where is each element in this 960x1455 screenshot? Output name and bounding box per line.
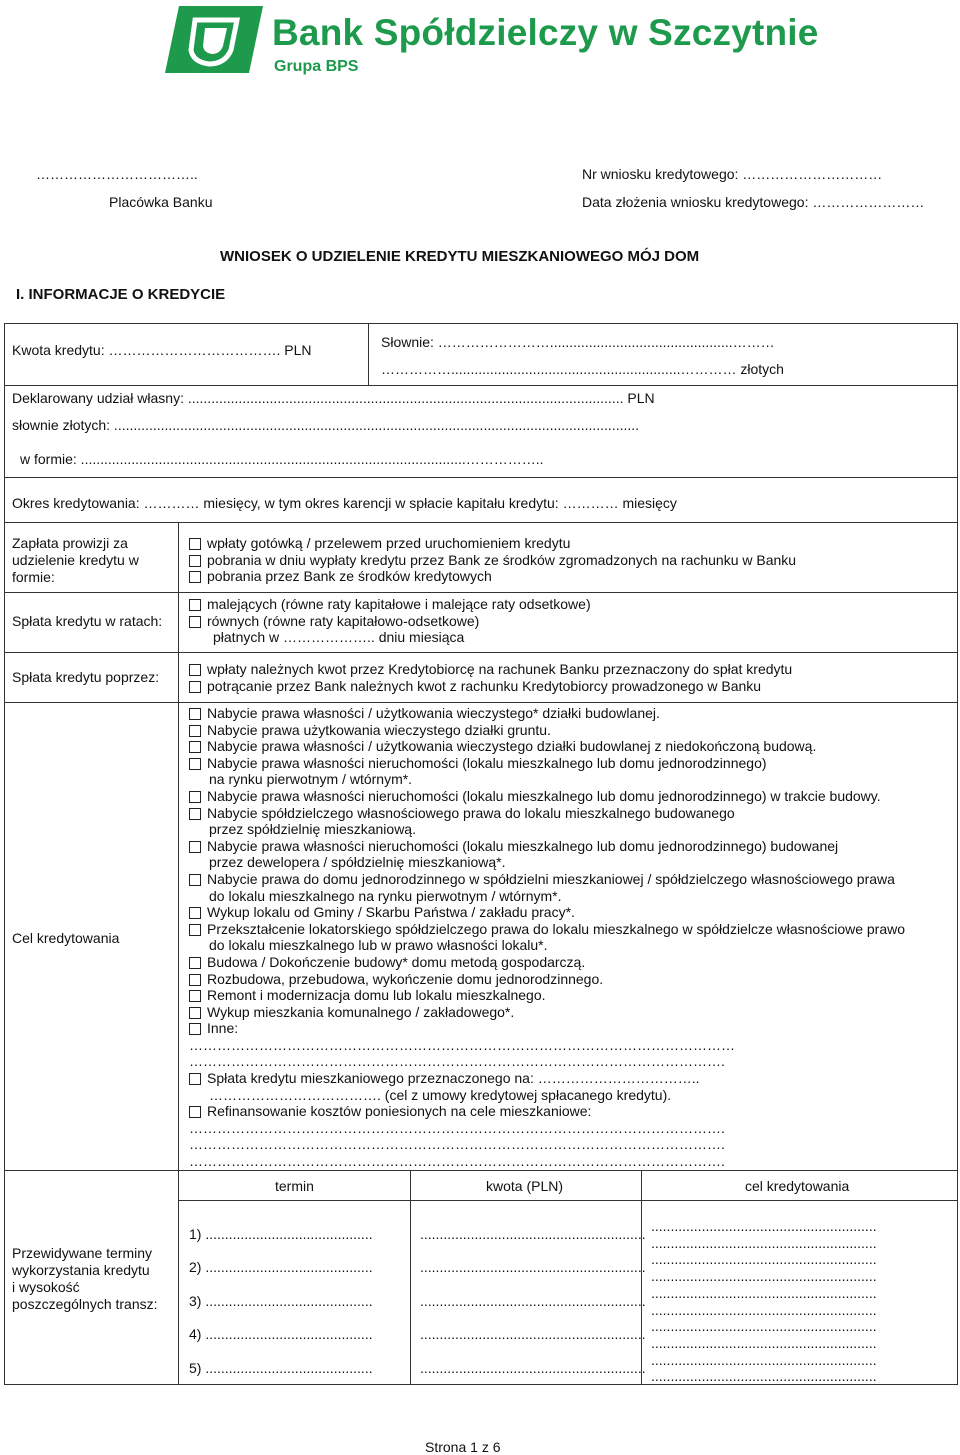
raty-payday[interactable]: płatnych w ……………….. dniu miesiąca (213, 629, 465, 646)
branch-label: Placówka Banku (109, 194, 213, 210)
checkbox[interactable] (189, 681, 201, 693)
cel-option[interactable]: Remont i modernizacja domu lub lokalu mieszkalnego. (189, 987, 905, 1004)
checkbox[interactable] (189, 808, 201, 820)
transze-termin-row[interactable]: 4) ........................................... (189, 1326, 373, 1343)
prowizja-options (189, 535, 796, 585)
prowizja-option[interactable]: pobrania w dniu wypłaty kredytu przez Bank ze środków zgromadzonych na rachunku w Banku (189, 552, 796, 569)
cel-option[interactable]: Nabycie spółdzielczego własnościowego prawa do lokalu mieszkalnego budowanego (189, 805, 905, 822)
transze-cel-col (651, 1218, 877, 1385)
cel-option[interactable]: Wykup mieszkania komunalnego / zakładowego*. (189, 1004, 905, 1021)
transze-kwota-col (420, 1218, 646, 1385)
application-number: Nr wniosku kredytowego: ………………………… (582, 166, 883, 182)
cel-inne-line[interactable]: ……………………………………………………………………………………………………. (189, 1053, 725, 1070)
prowizja-option[interactable]: pobrania przez Bank ze środków kredytowych (189, 568, 796, 585)
transze-cel-row[interactable]: .......................................................... (651, 1284, 877, 1301)
branch-dots: …………………………….. (36, 166, 198, 182)
transze-kwota-row[interactable]: .......................................................... (420, 1292, 646, 1309)
checkbox[interactable] (189, 741, 201, 753)
cel-option[interactable]: Inne: (189, 1020, 905, 1037)
cel-option[interactable]: Nabycie prawa własności / użytkowania wieczystego* działki budowlanej. (189, 705, 905, 722)
transze-label: Przewidywane terminy wykorzystania kredytu i wysokość poszczególnych transz: (12, 1245, 158, 1312)
transze-kwota-row[interactable]: .......................................................... (420, 1359, 646, 1376)
bank-logo-icon (165, 6, 263, 73)
checkbox[interactable] (189, 599, 201, 611)
transze-header-cel: cel kredytowania (745, 1178, 850, 1194)
transze-cel-row[interactable]: .......................................................... (651, 1234, 877, 1251)
checkbox[interactable] (189, 708, 201, 720)
checkbox[interactable] (189, 571, 201, 583)
cel-refin-line[interactable]: ……………………………………………………………………………………………………. (189, 1136, 725, 1153)
transze-termin-row[interactable]: 5) ........................................... (189, 1359, 373, 1376)
cel-option[interactable]: Przekształcenie lokatorskiego spółdzielczego prawa do lokalu mieszkalnego w spółdzielcze własnościowe prawo (189, 921, 905, 938)
cel-option[interactable]: Rozbudowa, przebudowa, wykończenie domu jednorodzinnego. (189, 971, 905, 988)
checkbox[interactable] (189, 1106, 201, 1118)
cel-option-cont: na rynku pierwotnym / wtórnym*. (209, 771, 413, 788)
checkbox[interactable] (189, 791, 201, 803)
cel-option[interactable]: Refinansowanie kosztów poniesionych na cele mieszkaniowe: (189, 1103, 905, 1120)
transze-termin-row[interactable]: 1) ........................................... (189, 1226, 373, 1242)
transze-termin-row[interactable]: 2) ........................................... (189, 1259, 373, 1276)
checkbox[interactable] (189, 1073, 201, 1085)
prowizja-option[interactable]: wpłaty gotówką / przelewem przed uruchomieniem kredytu (189, 535, 796, 552)
transze-cel-row[interactable]: .......................................................... (651, 1334, 877, 1351)
cel-inne-line[interactable]: ……………………………………………………………………………………………………… (189, 1036, 735, 1053)
poprzez-label: Spłata kredytu poprzez: (12, 669, 160, 685)
checkbox[interactable] (189, 957, 201, 969)
poprzez-option[interactable]: wpłaty należnych kwot przez Kredytobiorcę na rachunek Banku przeznaczony do spłat kredytu (189, 661, 792, 678)
okres-field[interactable]: Okres kredytowania: ………… miesięcy, w tym okres karencji w spłacie kapitału kredytu: ………… miesięcy (12, 495, 677, 511)
transze-kwota-row[interactable]: .......................................................... (420, 1259, 646, 1276)
checkbox[interactable] (189, 538, 201, 550)
page-title: WNIOSEK O UDZIELENIE KREDYTU MIESZKANIOWEGO MÓJ DOM (220, 248, 700, 265)
checkbox[interactable] (189, 616, 201, 628)
checkbox[interactable] (189, 874, 201, 886)
cel-refin-line[interactable]: ……………………………………………………………………………………………………. (189, 1153, 725, 1170)
cel-label: Cel kredytowania (12, 930, 120, 946)
transze-cel-row[interactable]: .......................................................... (651, 1318, 877, 1335)
cel-option[interactable]: Spłata kredytu mieszkaniowego przeznaczonego na: …………………………….. (189, 1070, 905, 1087)
poprzez-options (189, 661, 792, 694)
cel-refin-line[interactable]: ……………………………………………………………………………………………………. (189, 1119, 725, 1136)
transze-cel-row[interactable]: .......................................................... (651, 1218, 877, 1234)
checkbox[interactable] (189, 725, 201, 737)
cel-option-cont[interactable]: ………………………………. (cel z umowy kredytowej spłacanego kredytu). (209, 1086, 672, 1103)
transze-header-kwota: kwota (PLN) (486, 1178, 564, 1194)
transze-header-termin: termin (275, 1178, 314, 1194)
cel-option[interactable]: Nabycie prawa własności nieruchomości (lokalu mieszkalnego lub domu jednorodzinnego) (189, 755, 905, 772)
slownie-field[interactable]: Słownie: ……………………...............................................……… (381, 334, 775, 350)
checkbox[interactable] (189, 555, 201, 567)
slownie-field-2[interactable]: ……………...........................................................………… złotych (381, 361, 784, 377)
transze-termin-col (189, 1218, 373, 1385)
transze-cel-row[interactable]: .......................................................... (651, 1251, 877, 1268)
cel-option[interactable]: Nabycie prawa użytkowania wieczystego działki gruntu. (189, 722, 905, 739)
checkbox[interactable] (189, 1023, 201, 1035)
transze-kwota-row[interactable]: .......................................................... (420, 1326, 646, 1343)
bank-group: Grupa BPS (274, 58, 359, 75)
checkbox[interactable] (189, 664, 201, 676)
kwota-field[interactable]: Kwota kredytu: ………………………………. PLN (12, 342, 312, 358)
cel-option[interactable]: Budowa / Dokończenie budowy* domu metodą gospodarczą. (189, 954, 905, 971)
cel-options (189, 705, 905, 1170)
cel-option[interactable]: Wykup lokalu od Gminy / Skarbu Państwa / zakładu pracy*. (189, 904, 905, 921)
transze-cel-row[interactable]: .......................................................... (651, 1301, 877, 1318)
checkbox[interactable] (189, 841, 201, 853)
cel-option-cont: przez spółdzielnię mieszkaniową. (209, 821, 416, 838)
cel-option-cont: przez dewelopera / spółdzielnię mieszkaniową*. (209, 854, 506, 871)
checkbox[interactable] (189, 758, 201, 770)
checkbox[interactable] (189, 907, 201, 919)
raty-option[interactable]: równych (równe raty kapitałowo-odsetkowe) (189, 613, 591, 630)
udzial-field[interactable]: Deklarowany udział własny: ................................................................................................................ PLN (12, 390, 655, 406)
checkbox[interactable] (189, 974, 201, 986)
cel-option[interactable]: Nabycie prawa własności / użytkowania wieczystego działki budowlanej z niedokończoną budową. (189, 738, 905, 755)
raty-option[interactable]: malejących (równe raty kapitałowe i malejące raty odsetkowe) (189, 596, 591, 613)
udzial-slownie-field[interactable]: słownie złotych: ....................................................................................................................................... (12, 417, 640, 433)
udzial-forma-field[interactable]: w formie: ...................................................................................................…………….. (20, 451, 544, 467)
raty-label: Spłata kredytu w ratach: (12, 613, 163, 629)
transze-cel-row[interactable]: .......................................................... (651, 1368, 877, 1385)
cel-option[interactable]: Nabycie prawa własności nieruchomości (lokalu mieszkalnego lub domu jednorodzinnego) w trakcie budowy. (189, 788, 905, 805)
section-title: I. INFORMACJE O KREDYCIE (16, 286, 226, 303)
transze-kwota-row[interactable]: .......................................................... (420, 1226, 646, 1242)
application-date: Data złożenia wniosku kredytowego: …………………… (582, 194, 925, 210)
checkbox[interactable] (189, 1007, 201, 1019)
page-footer: Strona 1 z 6 (425, 1439, 501, 1455)
cel-option[interactable]: Nabycie prawa własności nieruchomości (lokalu mieszkalnego lub domu jednorodzinnego) budowanej (189, 838, 905, 855)
cel-option[interactable]: Nabycie prawa do domu jednorodzinnego w spółdzielni mieszkaniowej / spółdzielczego własnościowego prawa (189, 871, 905, 888)
cel-option-cont: do lokalu mieszkalnego lub w prawo własności lokalu*. (209, 937, 548, 954)
poprzez-option[interactable]: potrącanie przez Bank należnych kwot z rachunku Kredytobiorcy prowadzonego w Banku (189, 678, 792, 695)
transze-cel-row[interactable]: .......................................................... (651, 1351, 877, 1368)
prowizja-label: Zapłata prowizji za udzielenie kredytu w formie: (12, 535, 139, 585)
checkbox[interactable] (189, 924, 201, 936)
bank-name: Bank Spółdzielczy w Szczytnie (272, 12, 819, 53)
cel-option-cont: do lokalu mieszkalnego na rynku pierwotnym / wtórnym*. (209, 887, 562, 904)
transze-cel-row[interactable]: .......................................................... (651, 1268, 877, 1285)
checkbox[interactable] (189, 990, 201, 1002)
transze-termin-row[interactable]: 3) ........................................... (189, 1292, 373, 1309)
raty-options (189, 596, 591, 646)
